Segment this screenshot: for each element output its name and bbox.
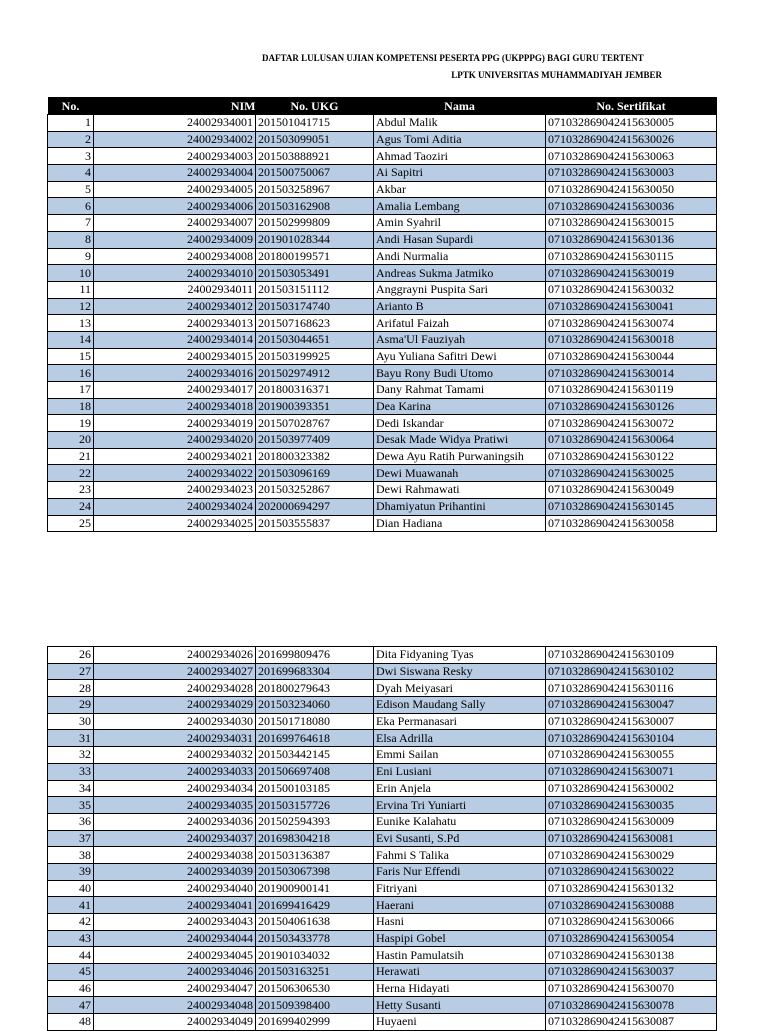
nim-cell: 24002934006 — [94, 198, 256, 215]
name-cell: Evi Susanti, S.Pd — [374, 830, 546, 847]
row-number-cell: 32 — [48, 747, 94, 764]
row-number-cell: 31 — [48, 730, 94, 747]
certificate-number-cell: 071032869042415630138 — [546, 947, 717, 964]
certificate-number-cell: 071032869042415630007 — [546, 713, 717, 730]
table-row — [48, 847, 717, 864]
name-cell: Ai Sapitri — [374, 165, 546, 182]
ukg-cell: 201699764618 — [256, 730, 374, 747]
table-row — [48, 897, 717, 914]
table-row — [48, 663, 717, 680]
table-row — [48, 265, 717, 282]
row-number-cell: 23 — [48, 482, 94, 499]
row-number-cell: 20 — [48, 432, 94, 449]
name-cell: Eni Lusiani — [374, 763, 546, 780]
name-cell: Dyah Meiyasari — [374, 680, 546, 697]
table-row — [48, 498, 717, 515]
certificate-number-cell: 071032869042415630055 — [546, 747, 717, 764]
row-number-cell: 26 — [48, 647, 94, 664]
certificate-number-cell: 071032869042415630025 — [546, 465, 717, 482]
ukg-cell: 201509398400 — [256, 997, 374, 1014]
ukg-cell: 202000694297 — [256, 498, 374, 515]
name-cell: Agus Tomi Aditia — [374, 131, 546, 148]
ukg-cell: 201503157726 — [256, 797, 374, 814]
table-row — [48, 964, 717, 981]
ukg-cell: 201699416429 — [256, 897, 374, 914]
column-header-nama: Nama — [374, 97, 546, 115]
row-number-cell: 29 — [48, 697, 94, 714]
row-number-cell: 8 — [48, 231, 94, 248]
row-number-cell: 22 — [48, 465, 94, 482]
name-cell: Dwi Siswana Resky — [374, 663, 546, 680]
certificate-number-cell: 071032869042415630087 — [546, 1014, 717, 1031]
certificate-number-cell: 071032869042415630104 — [546, 730, 717, 747]
ukg-cell: 201506306530 — [256, 980, 374, 997]
row-number-cell: 47 — [48, 997, 94, 1014]
row-number-cell: 16 — [48, 365, 94, 382]
nim-cell: 24002934029 — [94, 697, 256, 714]
nim-cell: 24002934020 — [94, 432, 256, 449]
row-number-cell: 43 — [48, 930, 94, 947]
name-cell: Herna Hidayati — [374, 980, 546, 997]
row-number-cell: 28 — [48, 680, 94, 697]
nim-cell: 24002934004 — [94, 165, 256, 182]
ukg-cell: 201502594393 — [256, 813, 374, 830]
certificate-number-cell: 071032869042415630032 — [546, 281, 717, 298]
name-cell: Fahmi S Talika — [374, 847, 546, 864]
row-number-cell: 21 — [48, 448, 94, 465]
name-cell: Ahmad Taoziri — [374, 148, 546, 165]
ukg-cell: 201507168623 — [256, 315, 374, 332]
row-number-cell: 14 — [48, 331, 94, 348]
nim-cell: 24002934003 — [94, 148, 256, 165]
table-row — [48, 1014, 717, 1031]
table-row — [48, 448, 717, 465]
certificate-number-cell: 071032869042415630049 — [546, 482, 717, 499]
name-cell: Hastin Pamulatsih — [374, 947, 546, 964]
row-number-cell: 41 — [48, 897, 94, 914]
name-cell: Haerani — [374, 897, 546, 914]
name-cell: Emmi Sailan — [374, 747, 546, 764]
graduates-table-page-2 — [47, 646, 717, 1031]
nim-cell: 24002934024 — [94, 498, 256, 515]
column-header-no: No. — [48, 97, 94, 115]
nim-cell: 24002934014 — [94, 331, 256, 348]
name-cell: Ervina Tri Yuniarti — [374, 797, 546, 814]
document-subtitle: LPTK UNIVERSITAS MUHAMMADIYAH JEMBER — [451, 70, 662, 80]
nim-cell: 24002934034 — [94, 780, 256, 797]
name-cell: Dany Rahmat Tamami — [374, 382, 546, 399]
ukg-cell: 201503151112 — [256, 281, 374, 298]
certificate-number-cell: 071032869042415630037 — [546, 964, 717, 981]
ukg-cell: 201900393351 — [256, 398, 374, 415]
ukg-cell: 201503096169 — [256, 465, 374, 482]
row-number-cell: 6 — [48, 198, 94, 215]
nim-cell: 24002934032 — [94, 747, 256, 764]
graduates-table-page-1 — [47, 97, 717, 532]
certificate-number-cell: 071032869042415630119 — [546, 382, 717, 399]
ukg-cell: 201503053491 — [256, 265, 374, 282]
ukg-cell: 201901028344 — [256, 231, 374, 248]
table-row — [48, 730, 717, 747]
table-row — [48, 763, 717, 780]
certificate-number-cell: 071032869042415630136 — [546, 231, 717, 248]
ukg-cell: 201503888921 — [256, 148, 374, 165]
row-number-cell: 12 — [48, 298, 94, 315]
certificate-number-cell: 071032869042415630064 — [546, 432, 717, 449]
row-number-cell: 30 — [48, 713, 94, 730]
name-cell: Dedi Iskandar — [374, 415, 546, 432]
table-row — [48, 747, 717, 764]
table-row — [48, 880, 717, 897]
name-cell: Faris Nur Effendi — [374, 863, 546, 880]
table-row — [48, 331, 717, 348]
certificate-number-cell: 071032869042415630066 — [546, 914, 717, 931]
name-cell: Hetty Susanti — [374, 997, 546, 1014]
table-row — [48, 365, 717, 382]
table-row — [48, 647, 717, 664]
table-row — [48, 432, 717, 449]
row-number-cell: 19 — [48, 415, 94, 432]
table-header-row — [48, 97, 717, 115]
table-row — [48, 713, 717, 730]
row-number-cell: 37 — [48, 830, 94, 847]
row-number-cell: 17 — [48, 382, 94, 399]
nim-cell: 24002934008 — [94, 248, 256, 265]
ukg-cell: 201507028767 — [256, 415, 374, 432]
name-cell: Dian Hadiana — [374, 515, 546, 532]
name-cell: Ayu Yuliana Safitri Dewi — [374, 348, 546, 365]
ukg-cell: 201502999809 — [256, 215, 374, 232]
nim-cell: 24002934005 — [94, 181, 256, 198]
name-cell: Amin Syahril — [374, 215, 546, 232]
certificate-number-cell: 071032869042415630009 — [546, 813, 717, 830]
nim-cell: 24002934011 — [94, 281, 256, 298]
row-number-cell: 42 — [48, 914, 94, 931]
table-row — [48, 813, 717, 830]
nim-cell: 24002934037 — [94, 830, 256, 847]
table-row — [48, 382, 717, 399]
name-cell: Edison Maudang Sally — [374, 697, 546, 714]
certificate-number-cell: 071032869042415630002 — [546, 780, 717, 797]
certificate-number-cell: 071032869042415630109 — [546, 647, 717, 664]
nim-cell: 24002934012 — [94, 298, 256, 315]
table-row — [48, 348, 717, 365]
ukg-cell: 201503433778 — [256, 930, 374, 947]
table-row — [48, 231, 717, 248]
certificate-number-cell: 071032869042415630003 — [546, 165, 717, 182]
column-header-no-sertifikat: No. Sertifikat — [546, 97, 717, 115]
certificate-number-cell: 071032869042415630102 — [546, 663, 717, 680]
nim-cell: 24002934028 — [94, 680, 256, 697]
ukg-cell: 201699683304 — [256, 663, 374, 680]
ukg-cell: 201503258967 — [256, 181, 374, 198]
name-cell: Dea Karina — [374, 398, 546, 415]
ukg-cell: 201699809476 — [256, 647, 374, 664]
table-row — [48, 947, 717, 964]
nim-cell: 24002934015 — [94, 348, 256, 365]
name-cell: Dewa Ayu Ratih Purwaningsih — [374, 448, 546, 465]
nim-cell: 24002934047 — [94, 980, 256, 997]
row-number-cell: 34 — [48, 780, 94, 797]
row-number-cell: 18 — [48, 398, 94, 415]
row-number-cell: 13 — [48, 315, 94, 332]
row-number-cell: 5 — [48, 181, 94, 198]
ukg-cell: 201503067398 — [256, 863, 374, 880]
table-row — [48, 415, 717, 432]
table-row — [48, 115, 717, 132]
table-row — [48, 215, 717, 232]
name-cell: Herawati — [374, 964, 546, 981]
certificate-number-cell: 071032869042415630015 — [546, 215, 717, 232]
table-row — [48, 930, 717, 947]
table-row — [48, 198, 717, 215]
nim-cell: 24002934018 — [94, 398, 256, 415]
row-number-cell: 36 — [48, 813, 94, 830]
nim-cell: 24002934044 — [94, 930, 256, 947]
name-cell: Hasni — [374, 914, 546, 931]
name-cell: Asma'Ul Fauziyah — [374, 331, 546, 348]
certificate-number-cell: 071032869042415630050 — [546, 181, 717, 198]
certificate-number-cell: 071032869042415630145 — [546, 498, 717, 515]
row-number-cell: 1 — [48, 115, 94, 132]
certificate-number-cell: 071032869042415630005 — [546, 115, 717, 132]
row-number-cell: 3 — [48, 148, 94, 165]
nim-cell: 24002934026 — [94, 647, 256, 664]
ukg-cell: 201800199571 — [256, 248, 374, 265]
nim-cell: 24002934017 — [94, 382, 256, 399]
certificate-number-cell: 071032869042415630058 — [546, 515, 717, 532]
nim-cell: 24002934022 — [94, 465, 256, 482]
row-number-cell: 48 — [48, 1014, 94, 1031]
certificate-number-cell: 071032869042415630019 — [546, 265, 717, 282]
certificate-number-cell: 071032869042415630072 — [546, 415, 717, 432]
nim-cell: 24002934023 — [94, 482, 256, 499]
name-cell: Erin Anjela — [374, 780, 546, 797]
row-number-cell: 9 — [48, 248, 94, 265]
certificate-number-cell: 071032869042415630132 — [546, 880, 717, 897]
ukg-cell: 201699402999 — [256, 1014, 374, 1031]
certificate-number-cell: 071032869042415630115 — [546, 248, 717, 265]
certificate-number-cell: 071032869042415630029 — [546, 847, 717, 864]
name-cell: Andi Hasan Supardi — [374, 231, 546, 248]
certificate-number-cell: 071032869042415630088 — [546, 897, 717, 914]
certificate-number-cell: 071032869042415630071 — [546, 763, 717, 780]
certificate-number-cell: 071032869042415630044 — [546, 348, 717, 365]
ukg-cell: 201501718080 — [256, 713, 374, 730]
table-row — [48, 997, 717, 1014]
name-cell: Elsa Adrilla — [374, 730, 546, 747]
nim-cell: 24002934043 — [94, 914, 256, 931]
name-cell: Huyaeni — [374, 1014, 546, 1031]
ukg-cell: 201503174740 — [256, 298, 374, 315]
table-row — [48, 298, 717, 315]
ukg-cell: 201698304218 — [256, 830, 374, 847]
nim-cell: 24002934031 — [94, 730, 256, 747]
table-row — [48, 482, 717, 499]
certificate-number-cell: 071032869042415630022 — [546, 863, 717, 880]
table-row — [48, 797, 717, 814]
certificate-number-cell: 071032869042415630070 — [546, 980, 717, 997]
table-row — [48, 980, 717, 997]
nim-cell: 24002934002 — [94, 131, 256, 148]
nim-cell: 24002934049 — [94, 1014, 256, 1031]
nim-cell: 24002934046 — [94, 964, 256, 981]
nim-cell: 24002934045 — [94, 947, 256, 964]
name-cell: Eunike Kalahatu — [374, 813, 546, 830]
nim-cell: 24002934001 — [94, 115, 256, 132]
certificate-number-cell: 071032869042415630054 — [546, 930, 717, 947]
table-row — [48, 914, 717, 931]
certificate-number-cell: 071032869042415630122 — [546, 448, 717, 465]
name-cell: Dewi Rahmawati — [374, 482, 546, 499]
ukg-cell: 201503234060 — [256, 697, 374, 714]
name-cell: Akbar — [374, 181, 546, 198]
table-row — [48, 131, 717, 148]
table-row — [48, 830, 717, 847]
nim-cell: 24002934035 — [94, 797, 256, 814]
table-row — [48, 165, 717, 182]
table-row — [48, 148, 717, 165]
ukg-cell: 201501041715 — [256, 115, 374, 132]
name-cell: Dita Fidyaning Tyas — [374, 647, 546, 664]
row-number-cell: 33 — [48, 763, 94, 780]
name-cell: Andreas Sukma Jatmiko — [374, 265, 546, 282]
row-number-cell: 15 — [48, 348, 94, 365]
ukg-cell: 201900900141 — [256, 880, 374, 897]
ukg-cell: 201800279643 — [256, 680, 374, 697]
table-row — [48, 315, 717, 332]
certificate-number-cell: 071032869042415630026 — [546, 131, 717, 148]
nim-cell: 24002934030 — [94, 713, 256, 730]
document-title: DAFTAR LULUSAN UJIAN KOMPETENSI PESERTA PPG (UKPPPG) BAGI GURU TERTENT — [262, 53, 644, 63]
nim-cell: 24002934048 — [94, 997, 256, 1014]
certificate-number-cell: 071032869042415630074 — [546, 315, 717, 332]
table-row — [48, 680, 717, 697]
nim-cell: 24002934027 — [94, 663, 256, 680]
certificate-number-cell: 071032869042415630063 — [546, 148, 717, 165]
nim-cell: 24002934019 — [94, 415, 256, 432]
ukg-cell: 201502974912 — [256, 365, 374, 382]
table-row — [48, 248, 717, 265]
ukg-cell: 201506697408 — [256, 763, 374, 780]
ukg-cell: 201800323382 — [256, 448, 374, 465]
row-number-cell: 38 — [48, 847, 94, 864]
ukg-cell: 201503555837 — [256, 515, 374, 532]
table-row — [48, 281, 717, 298]
row-number-cell: 27 — [48, 663, 94, 680]
table-row — [48, 863, 717, 880]
name-cell: Dewi Muawanah — [374, 465, 546, 482]
table-row — [48, 465, 717, 482]
nim-cell: 24002934016 — [94, 365, 256, 382]
row-number-cell: 40 — [48, 880, 94, 897]
nim-cell: 24002934007 — [94, 215, 256, 232]
ukg-cell: 201500103185 — [256, 780, 374, 797]
certificate-number-cell: 071032869042415630126 — [546, 398, 717, 415]
name-cell: Andi Nurmalia — [374, 248, 546, 265]
row-number-cell: 45 — [48, 964, 94, 981]
nim-cell: 24002934009 — [94, 231, 256, 248]
ukg-cell: 201503977409 — [256, 432, 374, 449]
ukg-cell: 201503099051 — [256, 131, 374, 148]
table-row — [48, 181, 717, 198]
nim-cell: 24002934013 — [94, 315, 256, 332]
row-number-cell: 10 — [48, 265, 94, 282]
column-header-nim: NIM — [94, 97, 256, 115]
nim-cell: 24002934036 — [94, 813, 256, 830]
name-cell: Fitriyani — [374, 880, 546, 897]
name-cell: Bayu Rony Budi Utomo — [374, 365, 546, 382]
name-cell: Anggrayni Puspita Sari — [374, 281, 546, 298]
name-cell: Abdul Malik — [374, 115, 546, 132]
certificate-number-cell: 071032869042415630081 — [546, 830, 717, 847]
ukg-cell: 201503044651 — [256, 331, 374, 348]
column-header-no-ukg: No. UKG — [256, 97, 374, 115]
nim-cell: 24002934010 — [94, 265, 256, 282]
certificate-number-cell: 071032869042415630018 — [546, 331, 717, 348]
ukg-cell: 201503162908 — [256, 198, 374, 215]
row-number-cell: 46 — [48, 980, 94, 997]
nim-cell: 24002934033 — [94, 763, 256, 780]
name-cell: Desak Made Widya Pratiwi — [374, 432, 546, 449]
row-number-cell: 35 — [48, 797, 94, 814]
certificate-number-cell: 071032869042415630047 — [546, 697, 717, 714]
certificate-number-cell: 071032869042415630036 — [546, 198, 717, 215]
name-cell: Eka Permanasari — [374, 713, 546, 730]
ukg-cell: 201901034032 — [256, 947, 374, 964]
row-number-cell: 25 — [48, 515, 94, 532]
nim-cell: 24002934039 — [94, 863, 256, 880]
row-number-cell: 24 — [48, 498, 94, 515]
certificate-number-cell: 071032869042415630035 — [546, 797, 717, 814]
certificate-number-cell: 071032869042415630014 — [546, 365, 717, 382]
table-row — [48, 398, 717, 415]
ukg-cell: 201503199925 — [256, 348, 374, 365]
certificate-number-cell: 071032869042415630041 — [546, 298, 717, 315]
nim-cell: 24002934021 — [94, 448, 256, 465]
ukg-cell: 201503136387 — [256, 847, 374, 864]
certificate-number-cell: 071032869042415630078 — [546, 997, 717, 1014]
row-number-cell: 7 — [48, 215, 94, 232]
nim-cell: 24002934041 — [94, 897, 256, 914]
row-number-cell: 4 — [48, 165, 94, 182]
table-row — [48, 515, 717, 532]
table-row — [48, 780, 717, 797]
name-cell: Amalia Lembang — [374, 198, 546, 215]
row-number-cell: 39 — [48, 863, 94, 880]
certificate-number-cell: 071032869042415630116 — [546, 680, 717, 697]
table-row — [48, 697, 717, 714]
nim-cell: 24002934040 — [94, 880, 256, 897]
ukg-cell: 201503252867 — [256, 482, 374, 499]
row-number-cell: 11 — [48, 281, 94, 298]
row-number-cell: 44 — [48, 947, 94, 964]
name-cell: Dhamiyatun Prihantini — [374, 498, 546, 515]
ukg-cell: 201800316371 — [256, 382, 374, 399]
name-cell: Haspipi Gobel — [374, 930, 546, 947]
ukg-cell: 201503442145 — [256, 747, 374, 764]
nim-cell: 24002934038 — [94, 847, 256, 864]
row-number-cell: 2 — [48, 131, 94, 148]
nim-cell: 24002934025 — [94, 515, 256, 532]
ukg-cell: 201500750067 — [256, 165, 374, 182]
ukg-cell: 201503163251 — [256, 964, 374, 981]
ukg-cell: 201504061638 — [256, 914, 374, 931]
name-cell: Arifatul Faizah — [374, 315, 546, 332]
name-cell: Arianto B — [374, 298, 546, 315]
